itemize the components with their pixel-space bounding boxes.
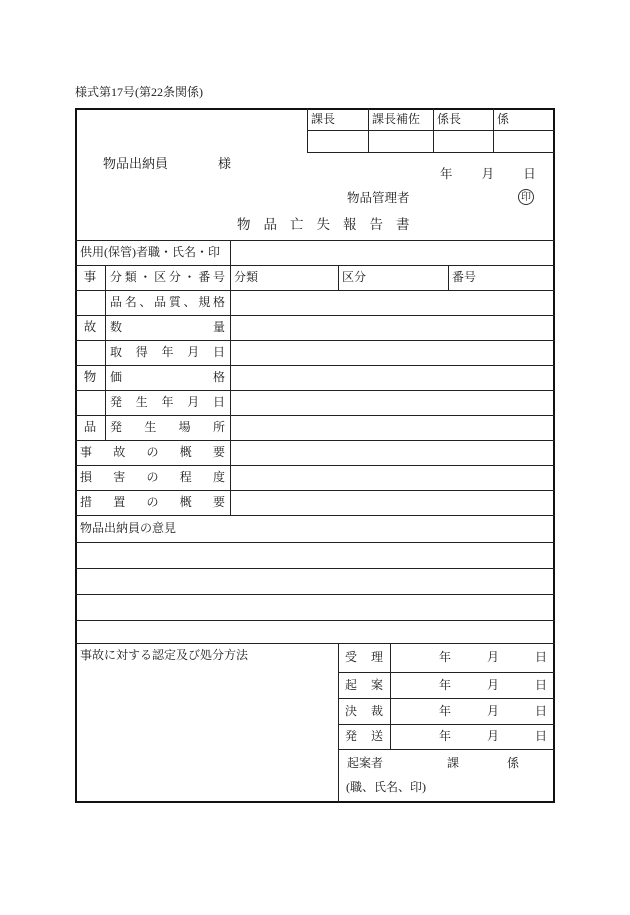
approval-col-kakaricho: 係長	[437, 112, 462, 126]
approval-col-kachohosa: 課長補佐	[372, 112, 421, 126]
sub-label-bunrui: 分類	[234, 270, 259, 284]
divider	[75, 594, 555, 595]
process-label-hasso: 発送	[345, 729, 383, 743]
approval-col-kacho: 課長	[311, 112, 336, 126]
process-label-kessai: 決裁	[345, 704, 383, 718]
manager-label: 物品管理者	[347, 191, 410, 205]
row-occurrence-date-label: 発生年月日	[110, 395, 225, 409]
decision-method-label: 事故に対する認定及び処分方法	[80, 648, 249, 662]
approval-col-kakari: 係	[497, 112, 510, 126]
process-label-juri: 受理	[345, 650, 383, 664]
group-char-ko: 故	[83, 320, 97, 334]
divider	[75, 568, 555, 569]
row-acquired-date-label: 取得年月日	[110, 345, 225, 359]
divider	[338, 749, 555, 750]
drafter-label: 起案者	[347, 756, 384, 770]
process-label-kian: 起案	[345, 678, 383, 692]
group-char-hin: 品	[83, 420, 97, 434]
honorific-label: 様	[218, 156, 232, 171]
seal-icon: 印	[518, 189, 534, 205]
drafter-subsection-label: 係	[507, 756, 520, 770]
row-opinion-label: 物品出納員の意見	[80, 521, 177, 535]
recipient-label: 物品出納員	[103, 156, 169, 171]
row-accident-summary-label: 事故の概要	[80, 445, 225, 459]
sub-label-kubun: 区分	[342, 270, 367, 284]
row-price-label: 価格	[110, 370, 225, 384]
group-char-ji: 事	[83, 270, 97, 284]
drafter-section-label: 課	[447, 756, 460, 770]
row-occurrence-place-label: 発生場所	[110, 420, 225, 434]
sub-label-bango: 番号	[452, 270, 477, 284]
process-date-juri: 年 月 日	[438, 650, 547, 664]
divider	[338, 265, 339, 290]
process-date-kian: 年 月 日	[438, 678, 547, 692]
divider	[75, 620, 555, 621]
row-custodian-label: 供用(保管)者職・氏名・印	[80, 245, 220, 259]
row-name-quality-spec-label: 品名、品質、規格	[110, 295, 225, 309]
row-measures-summary-label: 措置の概要	[80, 495, 225, 509]
drafter-note: (職、氏名、印)	[346, 780, 426, 794]
process-date-kessai: 年 月 日	[438, 704, 547, 718]
divider	[230, 240, 231, 515]
row-classification-label: 分類・区分・番号	[110, 270, 225, 284]
row-damage-degree-label: 損害の程度	[80, 470, 225, 484]
divider	[75, 542, 555, 543]
group-char-butsu: 物	[83, 370, 97, 384]
divider	[307, 152, 555, 153]
process-date-hasso: 年 月 日	[438, 729, 547, 743]
row-quantity-label: 数量	[110, 320, 225, 334]
form-number: 様式第17号(第22条関係)	[75, 85, 203, 99]
divider	[448, 265, 449, 290]
document-title: 物品亡失報告書	[237, 217, 423, 232]
report-date: 年 月 日	[440, 167, 536, 181]
divider	[307, 130, 555, 131]
